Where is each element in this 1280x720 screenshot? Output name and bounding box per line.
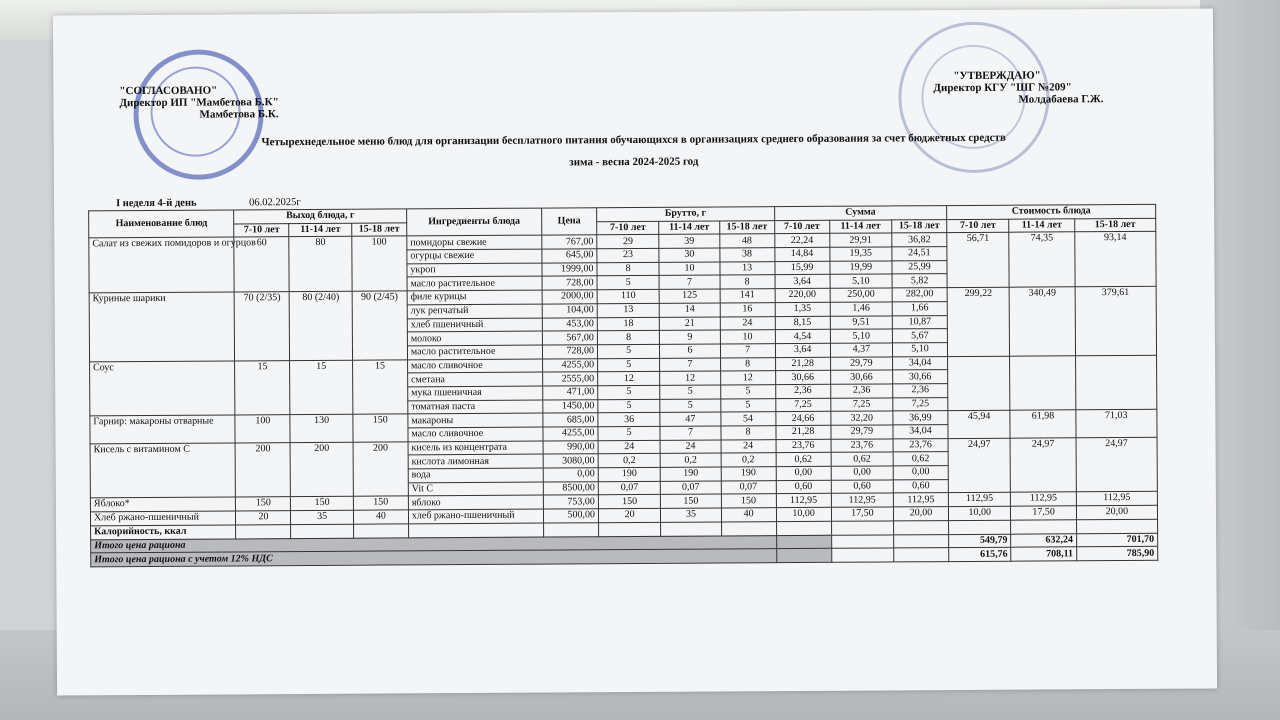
- age-group-header-output: 7-10 лет: [234, 223, 289, 237]
- dish-cost: 10,00: [948, 506, 1010, 520]
- empty-cell: [894, 548, 949, 562]
- ingredient-sum: 0,62: [776, 453, 831, 467]
- ingredient-sum: 4,54: [775, 329, 830, 343]
- ingredient-sum: 1,35: [775, 302, 830, 316]
- ingredient-brutto: 5: [598, 358, 660, 372]
- ingredient-price: 685,00: [543, 413, 598, 427]
- dish-output: 15: [290, 360, 353, 415]
- dish-name: Яблоко*: [90, 497, 236, 512]
- ingredient-sum: 23,76: [893, 438, 948, 452]
- ingredient-brutto: 110: [597, 289, 659, 303]
- ingredient-brutto: 5: [597, 276, 659, 290]
- dish-output: 150: [353, 414, 408, 442]
- ingredient-name: кислота лимонная: [408, 454, 543, 469]
- ingredient-sum: 2,36: [775, 384, 830, 398]
- ingredient-brutto: 8: [597, 331, 659, 345]
- ingredient-brutto: 29: [597, 235, 659, 249]
- ingredient-name: яблоко: [408, 496, 543, 511]
- empty-cell: [949, 520, 1011, 534]
- ingredient-brutto: 0,07: [721, 480, 776, 494]
- ingredient-sum: 21,28: [775, 357, 830, 371]
- dish-output: 60: [234, 237, 289, 292]
- ingredient-sum: 24,66: [775, 412, 830, 426]
- dish-output: 130: [290, 415, 352, 443]
- dish-cost: 24,97: [948, 438, 1011, 493]
- dish-output: 70 (2/35): [235, 292, 290, 361]
- ingredient-brutto: 10: [720, 330, 775, 344]
- ingredient-sum: 7,25: [893, 397, 948, 411]
- ingredient-sum: 7,25: [775, 398, 830, 412]
- empty-cell: [236, 524, 291, 538]
- ingredient-price: 990,00: [543, 440, 598, 454]
- ingredient-sum: 1,66: [892, 301, 947, 315]
- ingredient-sum: 21,28: [776, 425, 831, 439]
- ingredient-sum: 14,84: [774, 247, 829, 261]
- empty-cell: [776, 548, 831, 562]
- ingredient-brutto: 54: [720, 412, 775, 426]
- dish-cost: 71,03: [1076, 410, 1157, 438]
- ingredient-sum: 112,95: [893, 493, 948, 507]
- approval-position: Директор ИП "Мамбетова Б.К": [119, 96, 279, 110]
- ingredient-sum: 25,99: [892, 260, 947, 274]
- header-price: Цена: [542, 208, 597, 236]
- header-cost: Стоимость блюда: [947, 204, 1156, 219]
- ingredient-price: 767,00: [542, 235, 597, 249]
- ingredient-name: вода: [408, 468, 543, 483]
- ingredient-price: 645,00: [542, 249, 597, 263]
- empty-cell: [894, 520, 949, 534]
- ingredient-sum: 22,24: [774, 234, 829, 248]
- empty-cell: [353, 524, 408, 538]
- empty-cell: [1011, 520, 1077, 534]
- ingredient-name: огурцы свежие: [407, 249, 542, 264]
- ingredient-price: 471,00: [543, 386, 598, 400]
- ingredient-brutto: 5: [598, 385, 660, 399]
- ingredient-brutto: 24: [660, 440, 720, 454]
- ingredient-price: 1450,00: [543, 399, 598, 413]
- ingredient-brutto: 40: [721, 508, 776, 522]
- ingredient-price: 453,00: [542, 317, 597, 331]
- menu-table: [88, 204, 1158, 567]
- ingredient-name: Vit C: [408, 482, 543, 497]
- dish-output: 40: [353, 510, 408, 524]
- ingredient-sum: 15,99: [775, 261, 830, 275]
- ingredient-sum: 34,04: [893, 425, 948, 439]
- ingredient-price: 104,00: [542, 304, 597, 318]
- dish-output: 150: [236, 497, 291, 511]
- age-group-header-cost: 11-14 лет: [1009, 219, 1075, 233]
- dish-output: 100: [352, 236, 407, 291]
- ingredient-sum: 30,66: [775, 371, 830, 385]
- ingredient-brutto: 125: [659, 289, 719, 303]
- dish-output: 15: [352, 359, 407, 414]
- ingredient-sum: 29,91: [829, 233, 891, 247]
- ingredient-brutto: 5: [598, 399, 660, 413]
- ingredient-sum: 0,00: [893, 466, 948, 480]
- ingredient-brutto: 7: [660, 358, 720, 372]
- age-group-header-sum: 11-14 лет: [829, 220, 891, 234]
- ingredient-name: масло растительное: [407, 345, 542, 360]
- ingredient-brutto: 150: [598, 495, 660, 509]
- ingredient-name: масло растительное: [407, 277, 542, 292]
- dish-cost: 299,22: [947, 287, 1010, 356]
- ingredient-brutto: 30: [659, 248, 719, 262]
- document-title: Четырехнедельное меню блюд для организации бесплатного питания обучающихся в организациях среднего образования за счет бюджетных средств: [261, 131, 1006, 149]
- dish-cost: 20,00: [1076, 505, 1157, 519]
- ingredient-sum: 0,00: [776, 466, 831, 480]
- ingredient-brutto: 5: [720, 385, 775, 399]
- dish-output: 15: [235, 360, 290, 415]
- ingredient-brutto: 24: [720, 316, 775, 330]
- age-group-header-brutto: 11-14 лет: [659, 221, 719, 235]
- ingredient-brutto: 8: [720, 275, 775, 289]
- dish-cost: [948, 356, 1011, 411]
- ingredient-sum: 250,00: [830, 288, 892, 302]
- ingredient-name: хлеб ржано-пшеничный: [408, 509, 543, 524]
- dish-name: Салат из свежих помидоров и огурцов: [89, 237, 235, 293]
- header-ingredients: Ингредиенты блюда: [407, 208, 542, 236]
- dish-output: 200: [235, 442, 290, 497]
- ingredient-brutto: 23: [597, 248, 659, 262]
- total-label: Итого цена рациона с учетом 12% НДС: [91, 549, 777, 567]
- ingredient-brutto: 12: [598, 372, 660, 386]
- ingredient-brutto: 7: [660, 426, 720, 440]
- ingredient-brutto: 13: [720, 261, 775, 275]
- dish-cost: 45,94: [948, 411, 1010, 439]
- dish-cost: 24,97: [1076, 437, 1158, 492]
- ingredient-brutto: 5: [660, 385, 720, 399]
- total-label: Итого цена рациона: [91, 535, 777, 553]
- ingredient-sum: 282,00: [892, 288, 947, 302]
- ingredient-price: 728,00: [542, 345, 597, 359]
- empty-cell: [543, 523, 598, 537]
- ingredient-price: 4255,00: [542, 358, 597, 372]
- header-output: Выход блюда, г: [234, 209, 407, 224]
- empty-cell: [721, 521, 776, 535]
- ingredient-brutto: 190: [661, 467, 721, 481]
- dish-cost: 61,98: [1010, 410, 1076, 438]
- age-group-header-cost: 7-10 лет: [947, 219, 1009, 233]
- ingredient-sum: 20,00: [893, 507, 948, 521]
- ingredient-sum: 0,60: [893, 479, 948, 493]
- ingredient-brutto: 16: [720, 302, 775, 316]
- ingredient-name: масло сливочное: [407, 359, 542, 374]
- total-value: 549,79: [949, 534, 1011, 548]
- ingredient-sum: 23,76: [831, 439, 893, 453]
- ingredient-name: макароны: [408, 413, 543, 428]
- ingredient-brutto: 35: [661, 508, 721, 522]
- ingredient-price: 728,00: [542, 276, 597, 290]
- approval-name: Молдабаева Г.Ж.: [1018, 93, 1104, 106]
- age-group-header-sum: 7-10 лет: [774, 220, 829, 234]
- empty-cell: [831, 534, 893, 548]
- ingredient-name: кисель из концентрата: [408, 441, 543, 456]
- ingredient-price: 1999,00: [542, 262, 597, 276]
- ingredient-brutto: 21: [660, 316, 720, 330]
- ingredient-brutto: 0,2: [721, 453, 776, 467]
- ingredient-brutto: 36: [598, 413, 660, 427]
- ingredient-brutto: 6: [660, 344, 720, 358]
- ingredient-sum: 0,62: [893, 452, 948, 466]
- ingredient-name: укроп: [407, 263, 542, 278]
- ingredient-sum: 8,15: [775, 316, 830, 330]
- ingredient-price: 8500,00: [543, 481, 598, 495]
- ingredient-brutto: 0,07: [661, 481, 721, 495]
- dish-output: 90 (2/45): [352, 291, 407, 360]
- approval-block-left: [119, 84, 278, 121]
- dish-output: 80 (2/40): [290, 291, 353, 360]
- empty-cell: [291, 524, 353, 538]
- dish-output: 200: [291, 442, 354, 497]
- menu-table-body: [89, 232, 1158, 567]
- empty-cell: [831, 548, 893, 562]
- approval-name: Мамбетова Б.К.: [199, 108, 279, 121]
- ingredient-brutto: 13: [597, 303, 659, 317]
- ingredient-sum: 0,60: [776, 480, 831, 494]
- document-season: зима - весна 2024-2025 год: [569, 155, 699, 169]
- ingredient-price: 753,00: [543, 495, 598, 509]
- dish-cost: 56,71: [947, 233, 1010, 288]
- empty-cell: [831, 521, 893, 535]
- dish-output: 150: [291, 497, 353, 511]
- ingredient-name: сметана: [408, 372, 543, 387]
- ingredient-sum: 10,87: [892, 315, 947, 329]
- ingredient-brutto: 14: [660, 303, 720, 317]
- ingredient-brutto: 8: [597, 262, 659, 276]
- ingredient-brutto: 8: [720, 357, 775, 371]
- ingredient-name: лук репчатый: [407, 304, 542, 319]
- ingredient-sum: 9,51: [830, 315, 892, 329]
- ingredient-sum: 32,20: [831, 411, 893, 425]
- ingredient-brutto: 190: [598, 467, 660, 481]
- menu-document: [53, 8, 1217, 695]
- ingredient-brutto: 7: [720, 344, 775, 358]
- ingredient-sum: 0,62: [831, 452, 893, 466]
- ingredient-name: филе курицы: [407, 290, 542, 305]
- ingredient-brutto: 10: [659, 262, 719, 276]
- empty-cell: [894, 534, 949, 548]
- ingredient-sum: 5,10: [830, 329, 892, 343]
- dish-output: 100: [235, 415, 290, 443]
- ingredient-brutto: 39: [659, 234, 719, 248]
- approval-label: "УТВЕРЖДАЮ": [953, 69, 1041, 83]
- dish-name: Гарнир: макароны отварные: [90, 415, 236, 443]
- ingredient-sum: 0,00: [831, 466, 893, 480]
- dish-output: 150: [353, 496, 408, 510]
- ingredient-price: 0,00: [543, 468, 598, 482]
- empty-cell: [661, 522, 721, 536]
- ingredient-brutto: 5: [660, 399, 720, 413]
- menu-date: 06.02.2025г: [249, 197, 301, 209]
- dish-output: 35: [291, 510, 353, 524]
- dish-cost: 112,95: [1011, 492, 1077, 506]
- ingredient-sum: 0,60: [831, 480, 893, 494]
- approval-block-right: [933, 69, 1103, 106]
- ingredient-sum: 34,04: [893, 356, 948, 370]
- ingredient-sum: 30,66: [830, 370, 892, 384]
- ingredient-brutto: 24: [598, 440, 660, 454]
- ingredient-sum: 2,36: [893, 384, 948, 398]
- ingredient-price: 4255,00: [543, 427, 598, 441]
- ingredient-brutto: 9: [660, 330, 720, 344]
- ingredient-name: мука пшеничная: [408, 386, 543, 401]
- header-dish: Наименование блюд: [89, 210, 235, 238]
- dish-cost: 379,61: [1075, 286, 1157, 355]
- dish-cost: 340,49: [1009, 287, 1075, 356]
- ingredient-name: хлеб пшеничный: [407, 318, 542, 333]
- ingredient-sum: 19,99: [830, 261, 892, 275]
- empty-cell: [776, 535, 831, 549]
- age-group-header-brutto: 15-18 лет: [719, 220, 774, 234]
- ingredient-brutto: 48: [719, 234, 774, 248]
- ingredient-sum: 3,64: [775, 343, 830, 357]
- empty-cell: [776, 521, 831, 535]
- ingredient-brutto: 24: [721, 439, 776, 453]
- dish-cost: 17,50: [1011, 506, 1077, 520]
- ingredient-sum: 36,99: [893, 411, 948, 425]
- dish-output: 20: [236, 511, 291, 525]
- ingredient-sum: 10,00: [776, 507, 831, 521]
- ingredient-sum: 1,46: [830, 302, 892, 316]
- ingredient-brutto: 5: [720, 398, 775, 412]
- ingredient-price: 567,00: [542, 331, 597, 345]
- ingredient-brutto: 12: [720, 371, 775, 385]
- ingredient-brutto: 47: [660, 412, 720, 426]
- ingredient-brutto: 5: [597, 344, 659, 358]
- empty-cell: [408, 523, 543, 538]
- dish-name: Куриные шарики: [89, 292, 235, 361]
- dish-cost: 112,95: [1076, 492, 1157, 506]
- header-sum: Сумма: [774, 206, 947, 221]
- ingredient-brutto: 190: [721, 467, 776, 481]
- ingredient-brutto: 5: [598, 426, 660, 440]
- dish-name: Соус: [90, 361, 236, 417]
- dish-cost: 74,35: [1009, 232, 1075, 287]
- ingredient-sum: 24,51: [892, 247, 947, 261]
- ingredient-brutto: 38: [719, 248, 774, 262]
- total-value: 615,76: [949, 547, 1011, 561]
- ingredient-price: 3080,00: [543, 454, 598, 468]
- dish-output: 80: [289, 237, 352, 292]
- ingredient-sum: 30,66: [893, 370, 948, 384]
- ingredient-price: 2555,00: [543, 372, 598, 386]
- ingredient-name: помидоры свежие: [407, 235, 542, 250]
- ingredient-sum: 5,10: [892, 342, 947, 356]
- dish-cost: 24,97: [1010, 437, 1076, 492]
- age-group-header-output: 15-18 лет: [352, 223, 407, 237]
- dish-cost: [1010, 355, 1076, 410]
- ingredient-brutto: 0,07: [598, 481, 660, 495]
- empty-cell: [1076, 519, 1157, 533]
- dish-output: 200: [353, 442, 408, 497]
- ingredient-brutto: 141: [720, 289, 775, 303]
- ingredient-sum: 5,82: [892, 274, 947, 288]
- total-value: 701,70: [1076, 533, 1157, 547]
- ingredient-sum: 29,79: [831, 425, 893, 439]
- age-group-header-output: 11-14 лет: [289, 223, 351, 237]
- ingredient-brutto: 150: [721, 494, 776, 508]
- ingredient-price: 500,00: [543, 509, 598, 523]
- ingredient-sum: 220,00: [775, 288, 830, 302]
- dish-cost: 112,95: [948, 493, 1010, 507]
- ingredient-sum: 112,95: [831, 493, 893, 507]
- total-value: 632,24: [1011, 533, 1077, 547]
- dish-name: Кисель с витамином С: [90, 443, 236, 499]
- ingredient-brutto: 0,2: [660, 453, 720, 467]
- total-value: 785,90: [1076, 546, 1157, 560]
- ingredient-sum: 29,79: [830, 356, 892, 370]
- approval-label: "СОГЛАСОВАНО": [119, 84, 218, 98]
- ingredient-sum: 23,76: [776, 439, 831, 453]
- ingredient-brutto: 20: [598, 508, 660, 522]
- ingredient-brutto: 150: [661, 494, 721, 508]
- ingredient-brutto: 12: [660, 371, 720, 385]
- ingredient-name: томатная паста: [408, 400, 543, 415]
- ingredient-sum: 112,95: [776, 494, 831, 508]
- age-group-header-cost: 15-18 лет: [1074, 218, 1155, 232]
- ingredient-sum: 3,64: [775, 275, 830, 289]
- dish-cost: 93,14: [1075, 232, 1157, 287]
- header-brutto: Брутто, г: [597, 207, 775, 222]
- age-group-header-sum: 15-18 лет: [892, 219, 947, 233]
- approval-position: Директор КГУ "ШГ №209": [933, 81, 1072, 95]
- ingredient-sum: 5,67: [892, 329, 947, 343]
- ingredient-sum: 36,82: [892, 233, 947, 247]
- ingredient-brutto: 0,2: [598, 454, 660, 468]
- ingredient-sum: 5,10: [830, 274, 892, 288]
- ingredient-name: масло сливочное: [408, 427, 543, 442]
- ingredient-sum: 17,50: [831, 507, 893, 521]
- ingredient-sum: 4,37: [830, 343, 892, 357]
- ingredient-brutto: 7: [659, 275, 719, 289]
- dish-cost: [1075, 355, 1157, 410]
- ingredient-brutto: 8: [721, 426, 776, 440]
- ingredient-name: молоко: [407, 331, 542, 346]
- ingredient-sum: 7,25: [830, 398, 892, 412]
- dish-name: Хлеб ржано-пшеничный: [90, 511, 236, 526]
- empty-cell: [599, 522, 661, 536]
- calories-label: Калорийность, ккал: [91, 525, 237, 540]
- ingredient-sum: 2,36: [830, 384, 892, 398]
- ingredient-brutto: 18: [597, 317, 659, 331]
- week-day: I неделя 4-й день: [116, 197, 197, 210]
- ingredient-sum: 19,35: [830, 247, 892, 261]
- total-value: 708,11: [1011, 547, 1077, 561]
- age-group-header-brutto: 7-10 лет: [597, 221, 659, 235]
- ingredient-price: 2000,00: [542, 290, 597, 304]
